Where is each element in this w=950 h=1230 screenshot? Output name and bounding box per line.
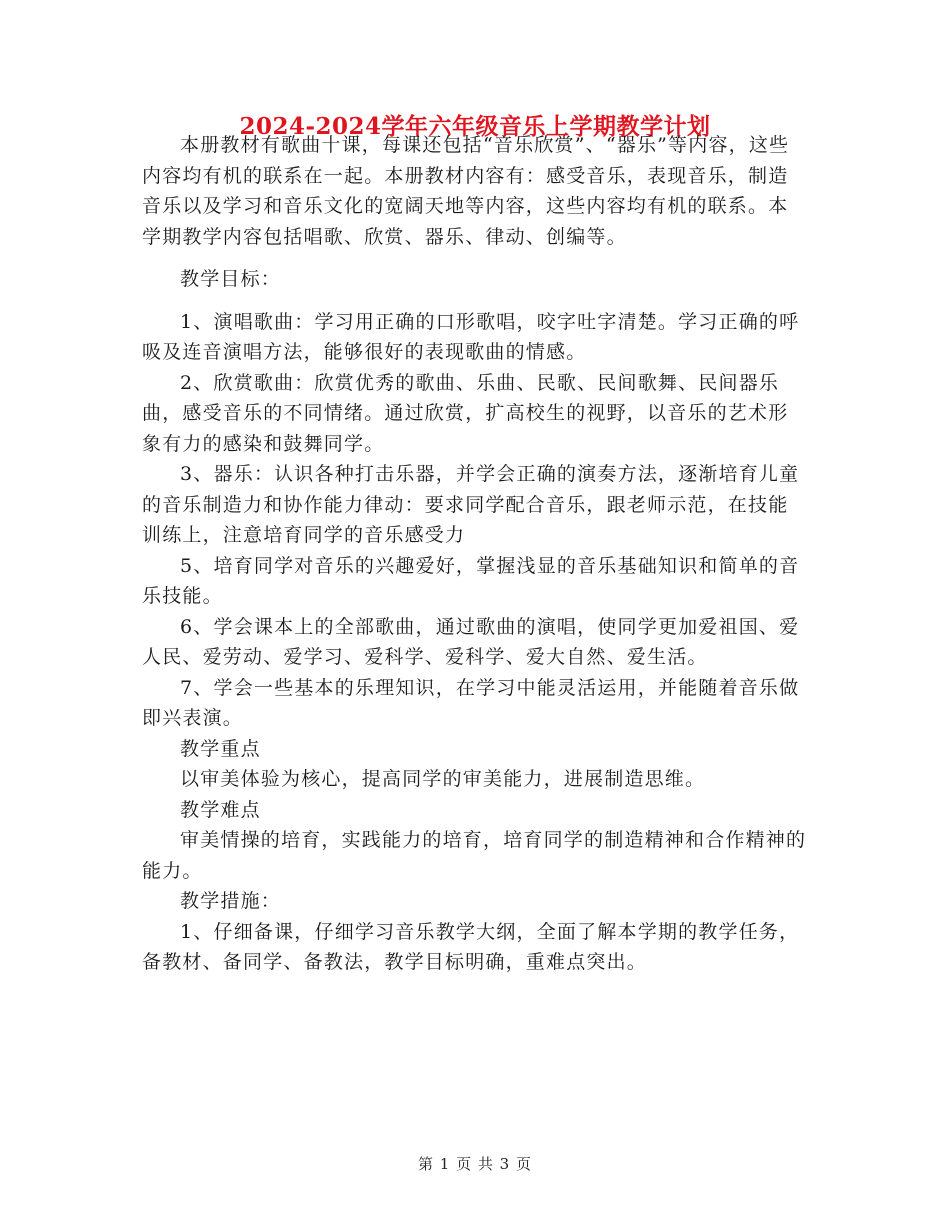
heading-key-points: 教学重点	[180, 737, 261, 760]
paragraph-difficulties: 审美情操的培育，实践能力的培育，培育同学的制造精神和合作精神的能力。	[142, 829, 807, 882]
paragraph-goal-2: 2、欣赏歌曲：欣赏优秀的歌曲、乐曲、民歌、民间歌舞、民间器乐曲，感受音乐的不同情绪。通过欣赏，扩高校生的视野，以音乐的艺术形象有力的感染和鼓舞同学。	[142, 371, 789, 455]
paragraph-goal-3: 3、器乐：认识各种打击乐器，并学会正确的演奏方法，逐渐培育儿童的音乐制造力和协作能力律动：要求同学配合音乐，跟老师示范，在技能训练上，注意培育同学的音乐感受力	[142, 463, 800, 546]
heading-measures: 教学措施：	[180, 890, 282, 912]
paragraph-goal-5: 5、培育同学对音乐的兴趣爱好，掌握浅显的音乐基础知识和简单的音乐技能。	[142, 554, 800, 607]
document-body	[142, 130, 808, 978]
document-title: 2024-2024学年六年级音乐上学期教学计划	[239, 113, 711, 140]
paragraph-measure-1: 1、仔细备课，仔细学习音乐教学大纲，全面了解本学期的教学任务，备教材、备同学、备教法，教学目标明确，重难点突出。	[142, 920, 800, 973]
heading-teaching-goals: 教学目标：	[180, 268, 282, 290]
heading-difficulties: 教学难点	[180, 798, 261, 821]
paragraph-key-points: 以审美体验为核心，提高同学的审美能力，进展制造思维。	[180, 768, 706, 790]
paragraph-goal-6: 6、学会课本上的全部歌曲，通过歌曲的演唱，使同学更加爱祖国、爱人民、爱劳动、爱学习、爱科学、爱科学、爱大自然、爱生活。	[142, 615, 800, 668]
page-footer: 第 1 页 共 3 页	[418, 1155, 532, 1173]
paragraph-goal-7: 7、学会一些基本的乐理知识，在学习中能灵活运用，并能随着音乐做即兴表演。	[142, 676, 800, 729]
paragraph-intro: 本册教材有歌曲十课，每课还包括“音乐欣赏”、“器乐”等内容，这些内容均有机的联系在一起。本册教材内容有：感受音乐，表现音乐，制造音乐以及学习和音乐文化的宽阔天地等内容，这些内容均有机的联系。本学期教学内容包括唱歌、欣赏、器乐、律动、创编等。	[142, 134, 790, 248]
paragraph-goal-1: 1、演唱歌曲：学习用正确的口形歌唱，咬字吐字清楚。学习正确的呼吸及连音演唱方法，能够很好的表现歌曲的情感。	[142, 310, 800, 363]
